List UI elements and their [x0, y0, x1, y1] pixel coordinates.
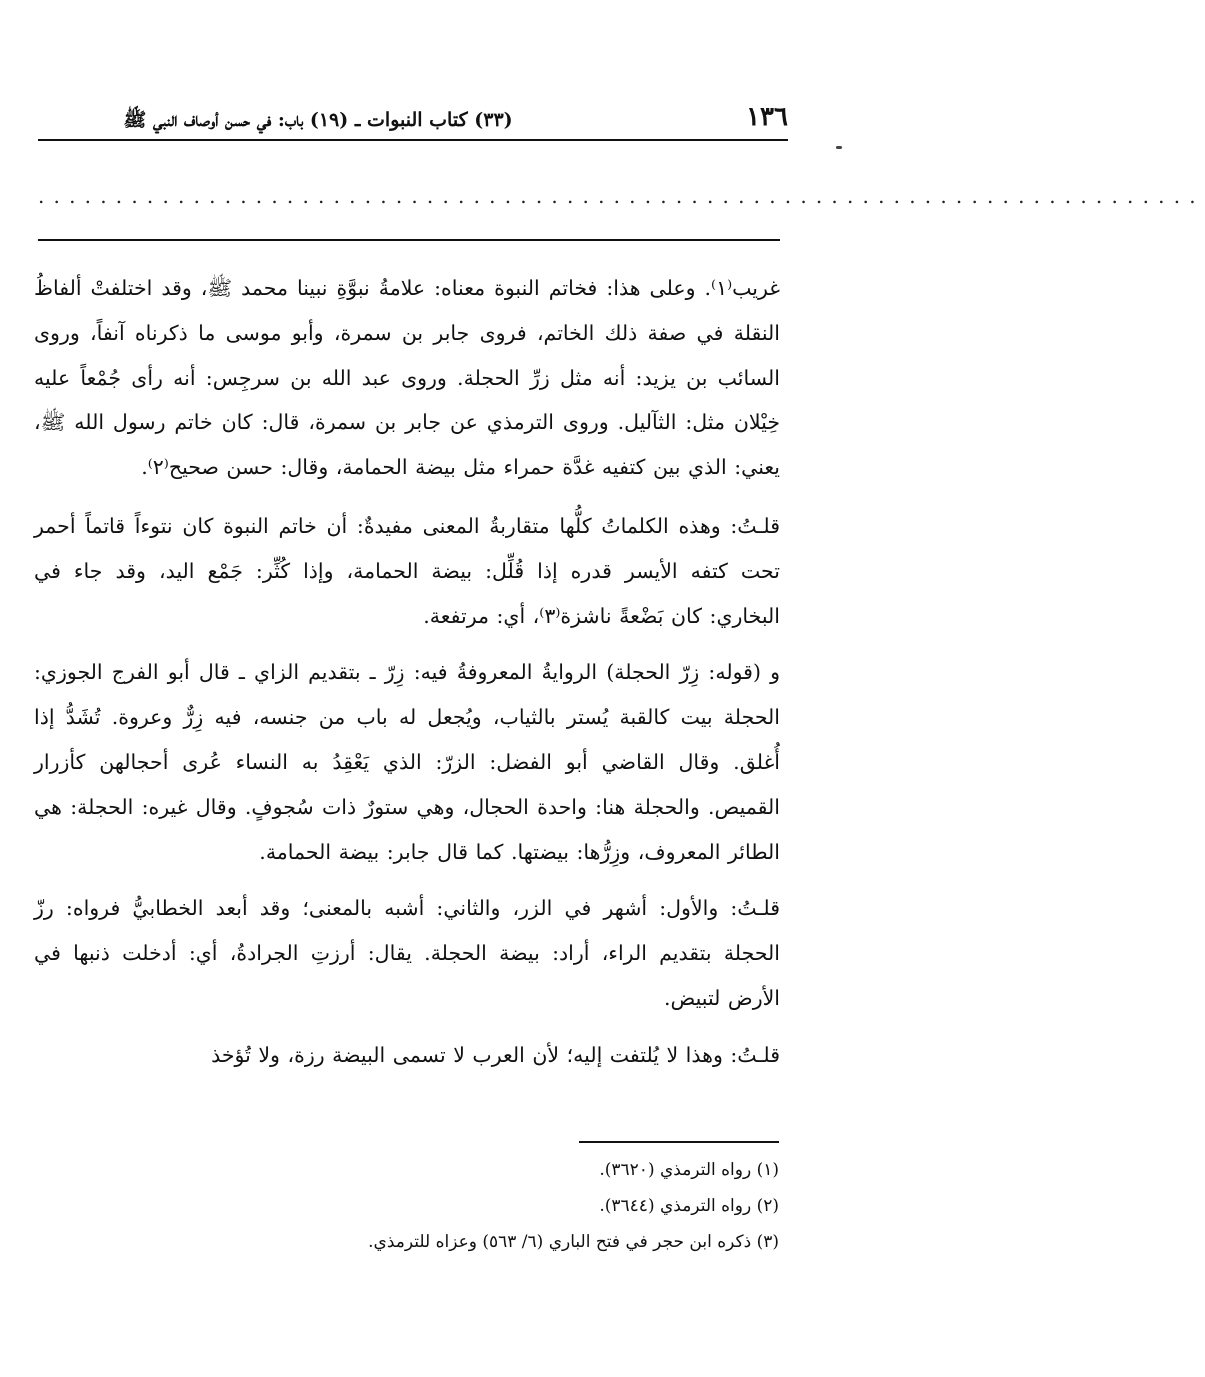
- footnote-2: (٢) رواه الترمذي (٣٦٤٤).: [599, 1196, 779, 1216]
- scan-mark: [836, 146, 842, 149]
- page-number: ١٣٦: [746, 102, 788, 132]
- paragraph-4: قلـتُ: والأول: أشهر في الزر، والثاني: أشبه بالمعنى؛ وقد أبعد الخطابيُّ فرواه: رزّ الحجلة بتقديم الراء، أراد: بيضة الحجلة. يقال: أرزتِ الجرادةُ، أي: أدخلت ذنبها في الأرض لتبيض.: [34, 896, 780, 1010]
- footnote-3: (٣) ذكره ابن حجر في فتح الباري (٦/ ٥٦٣) وعزاه للترمذي.: [368, 1232, 779, 1252]
- page-header: [38, 100, 788, 138]
- dotted-separator: ...........................................................................: [38, 184, 1205, 208]
- main-text: [34, 266, 780, 1090]
- section-rule: [38, 239, 780, 241]
- paragraph-3: و (قوله: زِرّ الحجلة) الروايةُ المعروفةُ فيه: زِرّ ـ بتقديم الزاي ـ قال أبو الفرج الجوزي: الحجلة بيت كالقبة يُستر بالثياب، ويُجعل له باب من جنسه، فيه زِرٌّ وعروة. تُشَدُّ إذا أُغلق. وقال القاضي أبو الفضل: الزرّ: الذي يَعْقِدُ به النساء عُرى أحجالهن كأزرار القميص. والحجلة هنا: واحدة الحجال، وهي ستورٌ ذات سُجوفٍ. وقال غيره: الحجلة: هي الطائر المعروف، وزِرُّها: بيضتها. كما قال جابر: بيضة الحمامة.: [34, 660, 780, 864]
- running-title: (٣٣) كتاب النبوات ـ (١٩) باب: في حسن أوصاف النبي ﷺ: [123, 109, 513, 131]
- footnote-1: (١) رواه الترمذي (٣٦٢٠).: [599, 1160, 779, 1180]
- paragraph-5: قلـتُ: وهذا لا يُلتفت إليه؛ لأن العرب لا تسمى البيضة رزة، ولا تُؤخذ: [211, 1042, 780, 1067]
- paragraph-2: قلـتُ: وهذه الكلماتُ كلُّها متقاربةُ المعنى مفيدةٌ: أن خاتم النبوة كان نتوءاً قاتماً أحمر تحت كتفه الأيسر قدره إذا قُلِّل: بيضة الحمامة، وإذا كُثِّر: جَمْع اليد، وقد جاء في البخاري: كان بَضْعةً ناشزة⁽٣⁾، أي: مرتفعة.: [34, 513, 780, 628]
- header-rule: [38, 139, 788, 141]
- paragraph-1: غريب⁽١⁾. وعلى هذا: فخاتم النبوة معناه: علامةُ نبوَّةِ نبينا محمد ﷺ، وقد اختلفتْ ألفاظُ النقلة في صفة ذلك الخاتم، فروى جابر بن سمرة، وأبو موسى ما ذكرناه آنفاً، وروى السائب بن يزيد: أنه مثل زرِّ الحجلة. وروى عبد الله بن سرجِس: أنه رأى جُمْعاً عليه خِيْلان مثل: الثآليل. وروى الترمذي عن جابر بن سمرة، قال: كان خاتم رسول الله ﷺ، يعني: الذي بين كتفيه غدَّة حمراء مثل بيضة الحمامة، وقال: حسن صحيح⁽٢⁾.: [34, 276, 780, 480]
- footnotes: [160, 1152, 779, 1260]
- footnote-rule: [579, 1141, 779, 1143]
